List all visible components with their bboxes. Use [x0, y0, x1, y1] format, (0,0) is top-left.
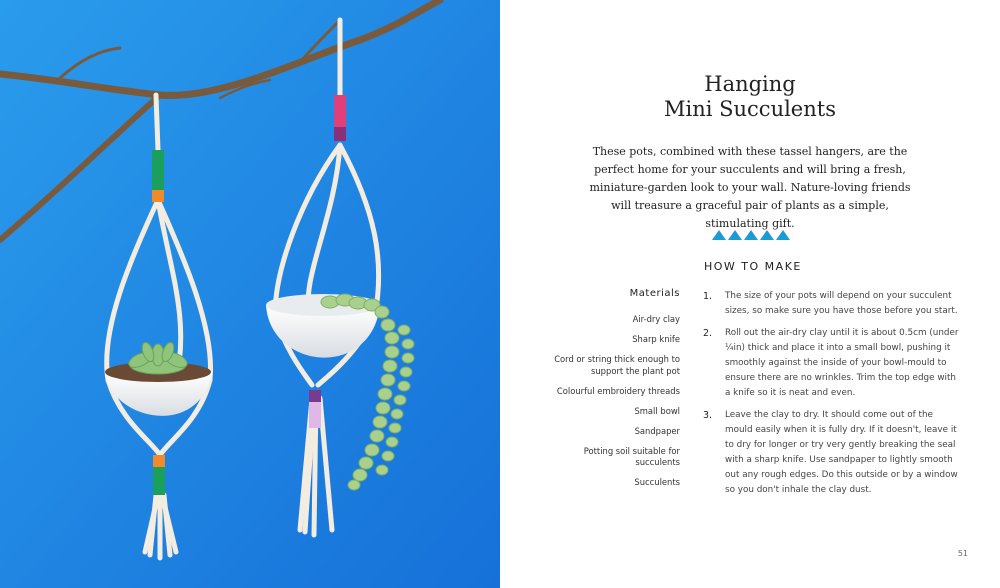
triangle-divider — [712, 228, 792, 242]
step-item — [703, 408, 963, 498]
material-item: Air-dry clay — [632, 314, 680, 324]
page-number: 51 — [957, 549, 968, 558]
step-number: 2. — [703, 328, 713, 339]
steps-list — [703, 289, 963, 505]
material-item: Sandpaper — [634, 425, 680, 436]
page-title — [500, 72, 1000, 122]
intro-paragraph: These pots, combined with these tassel hangers, are the perfect home for your succulents and will bring a fresh, miniature-garden look to your wall. Nature-loving friends will treasure a graceful pair of plants as a simple, stimulating gift. — [589, 145, 911, 230]
material-item: Succulents — [634, 477, 680, 487]
material-item: Small bowl — [634, 405, 680, 416]
material-item: Potting soil suitable for succulents — [583, 445, 680, 467]
materials-heading: Materials — [629, 288, 680, 299]
step-number: 3. — [703, 410, 713, 421]
title-line-2: Mini Succulents — [664, 97, 836, 121]
step-text: The size of your pots will depend on your succulent sizes, so make sure you have those before you start. — [725, 291, 958, 316]
material-item: Cord or string thick enough to support the plant pot — [554, 354, 680, 376]
step-item — [703, 326, 963, 401]
step-number: 1. — [703, 291, 713, 302]
material-item: Sharp knife — [632, 334, 680, 344]
step-text: Leave the clay to dry. It should come out of the mould easily when it is fully dry. If it doesn't, leave it to dry for longer or try very gently breaking the seal with a sharp knife. Use sandpaper to lightly smooth out any rough edges. Do this outside or by a window so you don't inhale the clay dust. — [725, 410, 958, 495]
materials-list — [490, 314, 680, 497]
step-text: Roll out the air-dry clay until it is about 0.5cm (under ¼in) thick and place it into a small bowl, pushing it smoothly against the inside of your bowl-mould to ensure there are no wrinkles. Trim the top edge with a knife so it is neat and even. — [725, 328, 959, 398]
step-item — [703, 289, 963, 319]
material-item: Colourful embroidery threads — [556, 385, 680, 396]
text-page — [500, 0, 1000, 588]
title-line-1: Hanging — [704, 72, 796, 96]
how-to-make-heading: HOW TO MAKE — [704, 260, 802, 273]
